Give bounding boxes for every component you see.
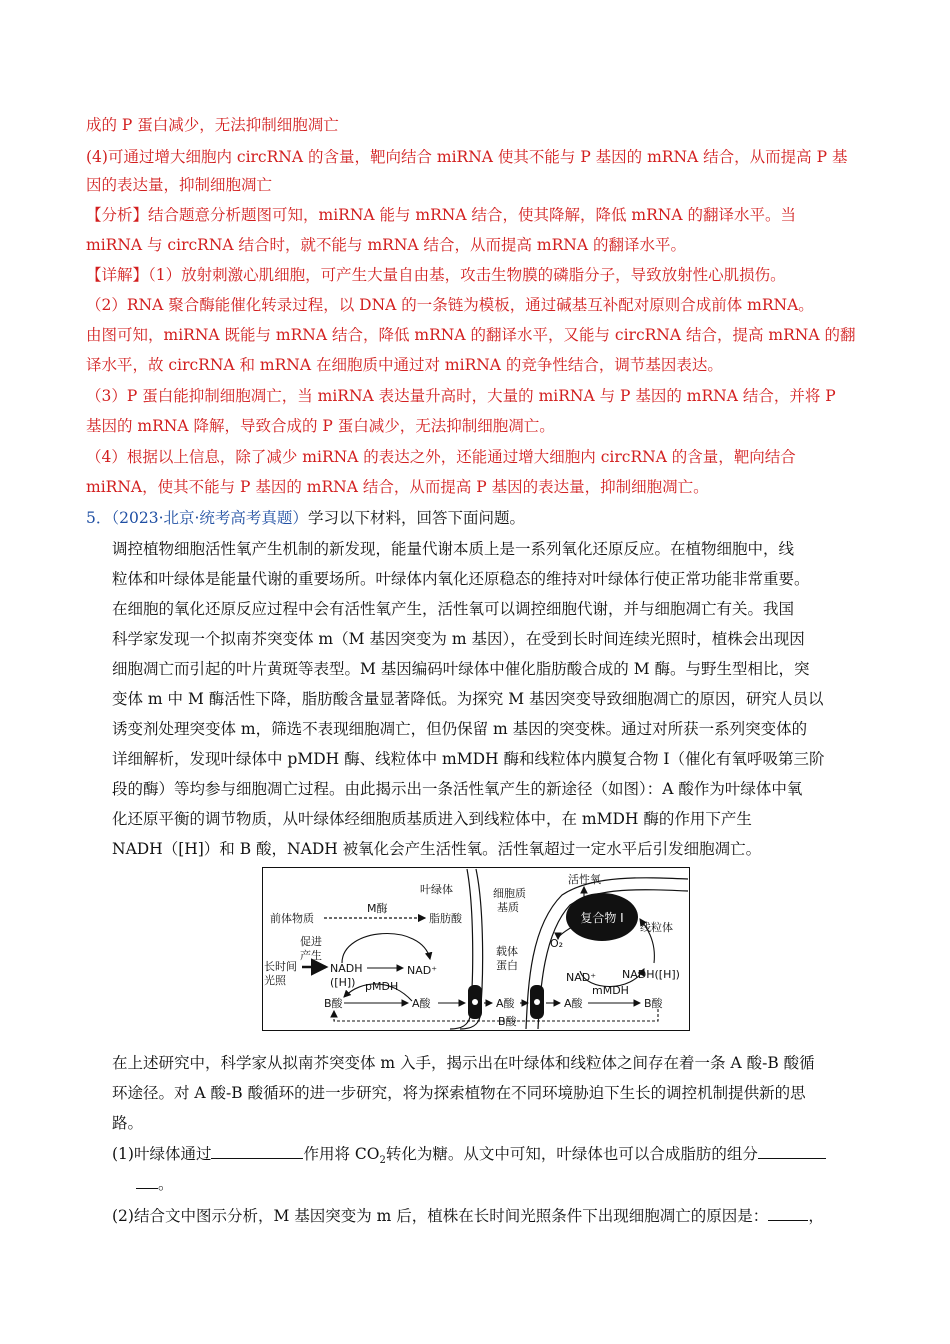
- after-line: 环途径。对 A 酸-B 酸循环的进一步研究，将为探索植物在不同环境胁迫下生长的调控机制提供新的思: [112, 1084, 806, 1102]
- q1-blank-2[interactable]: [758, 1142, 826, 1159]
- subquestion-2: [112, 1204, 824, 1227]
- q1-sub: 2: [379, 1155, 386, 1167]
- question-number: 5．: [86, 509, 112, 527]
- produce-label: 产生: [300, 949, 322, 962]
- detail-line-7: （4）根据以上信息，除了减少 miRNA 的表达之外，还能通过增大细胞内 circRNA 的含量，靶向结合: [86, 448, 796, 466]
- passage-line: 调控植物细胞活性氧产生机制的新发现，能量代谢本质上是一系列氧化还原反应。在植物细胞中，线: [112, 540, 795, 558]
- detail-line-2: （2）RNA 聚合酶能催化转录过程，以 DNA 的一条链为模板，通过碱基互补配对原则合成前体 mRNA。: [86, 296, 814, 314]
- ros-label: 活性氧: [568, 873, 601, 886]
- question-source: （2023·北京·统考高考真题）: [111, 509, 308, 527]
- passage-line: 细胞凋亡而引起的叶片黄斑等表型。M 基因编码叶绿体中催化脂肪酸合成的 M 酶。与野生型相比，突: [112, 660, 810, 678]
- passage-line: 详细解析，发现叶绿体中 pMDH 酶、线粒体中 mMDH 酶和线粒体内膜复合物 I（催化有氧呼吸第三阶: [112, 750, 825, 768]
- q1-end: 。: [158, 1175, 174, 1193]
- chloroplast-label: 叶绿体: [420, 883, 453, 896]
- b-acid-m-label: B酸: [644, 997, 663, 1010]
- mito-label: 线粒体: [640, 921, 673, 934]
- passage-line: 化还原平衡的调节物质，从叶绿体经细胞质基质进入到线粒体中，在 mMDH 酶的作用下产生: [112, 810, 752, 828]
- analysis-line-1: 【分析】结合题意分析题图可知，miRNA 能与 mRNA 结合，使其降解，降低 mRNA 的翻译水平。当: [86, 206, 796, 224]
- precursor-label: 前体物质: [270, 912, 314, 925]
- pathway-diagram: [262, 867, 690, 1031]
- nad-m-label: NAD⁺: [566, 971, 597, 984]
- light-label: 光照: [264, 974, 286, 987]
- b-acid-mid-label: B酸: [498, 1015, 517, 1028]
- q2-end: ，: [808, 1207, 824, 1225]
- passage-line: 诱变剂处理突变体 m，筛选不表现细胞凋亡，但仍保留 m 基因的突变株。通过对所获一系列突变体的: [112, 720, 808, 738]
- a-acid-label: A酸: [412, 997, 431, 1010]
- detail-line-6: 基因的 mRNA 降解，导致合成的 P 蛋白减少，无法抑制细胞凋亡。: [86, 417, 555, 435]
- after-line: 路。: [112, 1114, 144, 1132]
- m-enzyme-label: M酶: [367, 902, 388, 915]
- long-light-label: 长时间: [264, 960, 297, 973]
- a-acid-mid-label: A酸: [496, 997, 515, 1010]
- q1-blank-1[interactable]: [211, 1142, 303, 1159]
- passage-line: 粒体和叶绿体是能量代谢的重要场所。叶绿体内氧化还原稳态的维持对叶绿体行使正常功能非常重要。: [112, 570, 810, 588]
- cytosol-label-1: 细胞质: [493, 887, 526, 900]
- after-line: 在上述研究中，科学家从拟南芥突变体 m 入手，揭示出在叶绿体和线粒体之间存在着一条 A 酸-B 酸循: [112, 1054, 815, 1072]
- answer-line-2: (4)可通过增大细胞内 circRNA 的含量，靶向结合 miRNA 使其不能与 P 基因的 mRNA 结合，从而提高 P 基: [86, 148, 848, 166]
- promote-label: 促进: [300, 935, 322, 948]
- pmdh-label: pMDH: [365, 980, 399, 993]
- h-label: ([H]): [330, 976, 356, 989]
- detail-line-5: （3）P 蛋白能抑制细胞凋亡，当 miRNA 表达量升高时，大量的 miRNA 与 P 基因的 mRNA 结合，并将 P: [86, 387, 836, 405]
- q2-blank[interactable]: [768, 1204, 808, 1221]
- detail-line-4: 译水平，故 circRNA 和 mRNA 在细胞质中通过对 miRNA 的竞争性结合，调节基因表达。: [86, 356, 723, 374]
- nad-label: NAD⁺: [407, 964, 438, 977]
- o2-label: O₂: [550, 937, 564, 950]
- subquestion-1: [112, 1142, 826, 1172]
- answer-line-1: 成的 P 蛋白减少，无法抑制细胞凋亡: [86, 116, 339, 134]
- nadh-label: NADH: [330, 962, 363, 975]
- detail-line-3: 由图可知，miRNA 既能与 mRNA 结合，降低 mRNA 的翻译水平，又能与 circRNA 结合，提高 mRNA 的翻: [86, 326, 856, 344]
- complex-i-label: 复合物 I: [580, 911, 624, 925]
- q2-text: (2)结合文中图示分析，M 基因突变为 m 后，植株在长时间光照条件下出现细胞凋亡的原因是：: [112, 1207, 769, 1225]
- cytosol-label-2: 基质: [497, 901, 519, 914]
- b-acid-label: B酸: [324, 997, 343, 1010]
- passage-line: 科学家发现一个拟南芥突变体 m（M 基因突变为 m 基因），在受到长时间连续光照时，植株会出现因: [112, 630, 805, 648]
- question-header: [86, 507, 525, 529]
- fatty-acid-label: 脂肪酸: [429, 912, 462, 925]
- q1-continuation: [136, 1172, 174, 1195]
- q1-part-c: 转化为糖。从文中可知，叶绿体也可以合成脂肪的组分: [385, 1145, 758, 1163]
- passage-line: NADH（[H]）和 B 酸，NADH 被氧化会产生活性氧。活性氧超过一定水平后引发细胞凋亡。: [112, 840, 762, 858]
- passage-line: 变体 m 中 M 酶活性下降，脂肪酸含量显著降低。为探究 M 基因突变导致细胞凋亡的原因，研究人员以: [112, 690, 824, 708]
- question-stem: 学习以下材料，回答下面问题。: [307, 509, 525, 527]
- a-acid-m-label: A酸: [564, 997, 583, 1010]
- nadh-m-label: NADH([H]): [622, 968, 680, 981]
- carrier-label-1: 载体: [496, 945, 518, 958]
- carrier-label-2: 蛋白: [496, 959, 518, 972]
- analysis-line-2: miRNA 与 circRNA 结合时，就不能与 mRNA 结合，从而提高 mRNA 的翻译水平。: [86, 236, 686, 254]
- mmdh-label: mMDH: [592, 984, 629, 997]
- answer-line-3: 因的表达量，抑制细胞凋亡: [86, 176, 273, 194]
- detail-line-8: miRNA，使其不能与 P 基因的 mRNA 结合，从而提高 P 基因的表达量，抑制细胞凋亡。: [86, 478, 709, 496]
- q1-blank-2-tail[interactable]: [136, 1172, 158, 1189]
- passage-line: 在细胞的氧化还原反应过程中会有活性氧产生，活性氧可以调控细胞代谢，并与细胞凋亡有关。我国: [112, 600, 795, 618]
- q1-part-a: (1)叶绿体通过: [112, 1145, 212, 1163]
- q1-part-b: 作用将 CO: [303, 1145, 380, 1163]
- passage-line: 段的酶）等均参与细胞凋亡过程。由此揭示出一条活性氧产生的新途径（如图）：A 酸作为叶绿体中氧: [112, 780, 803, 798]
- detail-line-1: 【详解】（1）放射刺激心肌细胞，可产生大量自由基，攻击生物膜的磷脂分子，导致放射性心肌损伤。: [86, 266, 786, 284]
